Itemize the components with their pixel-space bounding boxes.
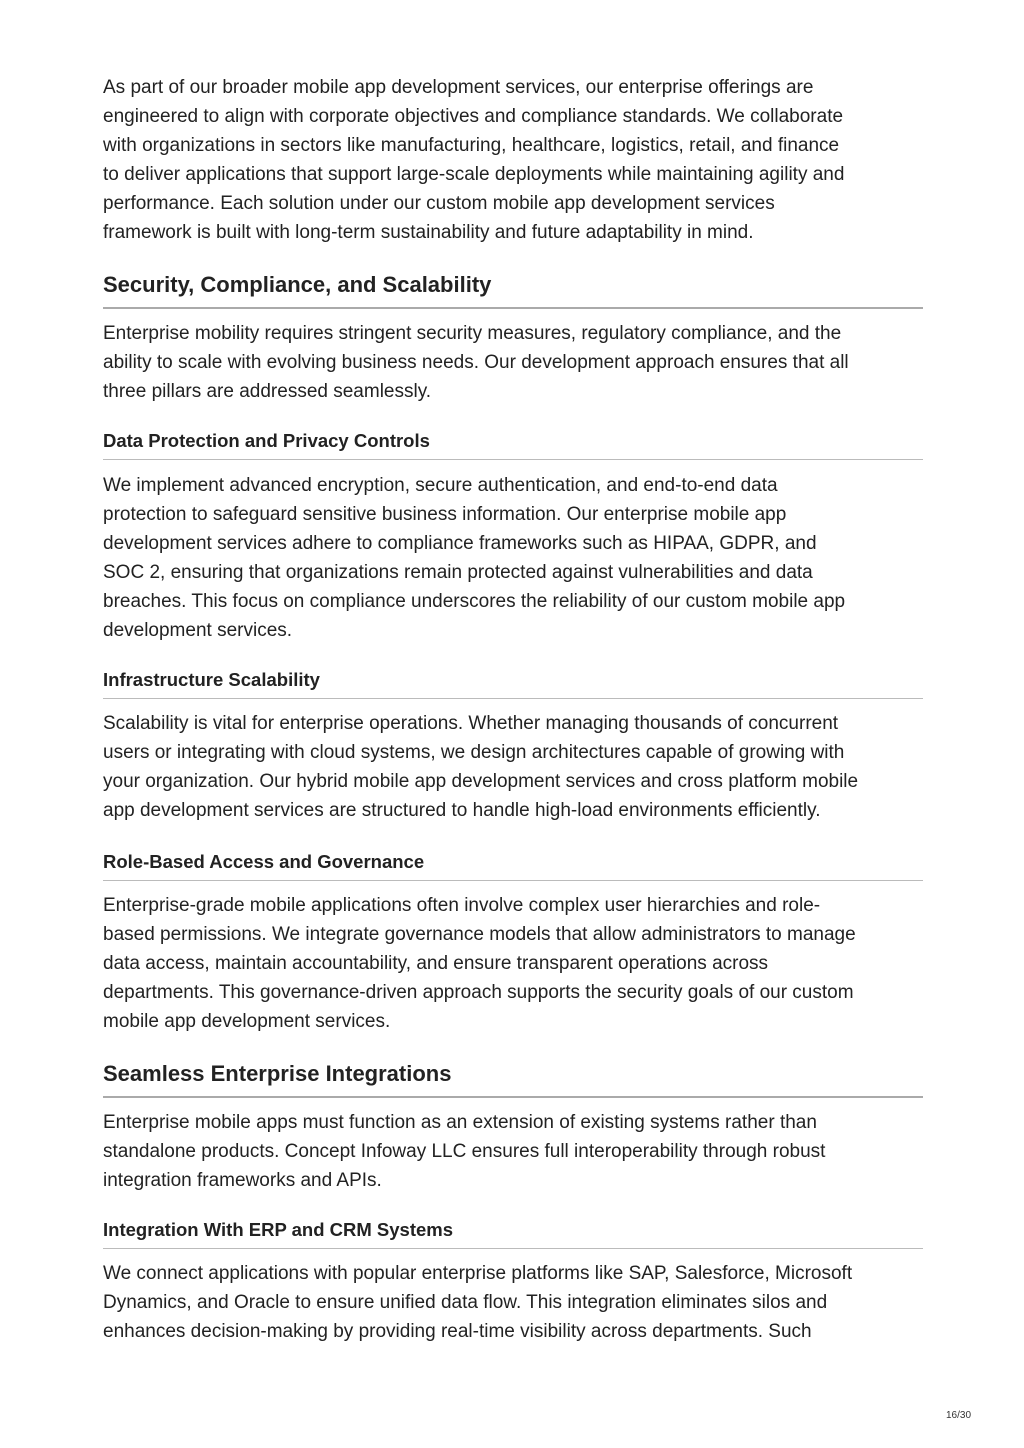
subsection-data-protection [103, 430, 923, 460]
text-line: mobile app development services. [103, 1011, 391, 1032]
section-heading: Seamless Enterprise Integrations [103, 1061, 923, 1098]
section-security [103, 272, 923, 309]
text-line: framework is built with long-term sustainability and future adaptability in mind. [103, 222, 754, 243]
section-integrations [103, 1061, 923, 1098]
intro-paragraph [103, 73, 923, 247]
text-line: Enterprise-grade mobile applications often involve complex user hierarchies and role- [103, 895, 821, 916]
subsection-heading: Data Protection and Privacy Controls [103, 430, 923, 460]
data-protection-paragraph [103, 471, 923, 645]
section-integrations-paragraph [103, 1108, 923, 1195]
subsection-heading: Integration With ERP and CRM Systems [103, 1219, 923, 1249]
erp-crm-paragraph [103, 1259, 923, 1346]
text-line: to deliver applications that support large-scale deployments while maintaining agility and [103, 164, 845, 185]
subsection-erp-crm [103, 1219, 923, 1249]
section-security-paragraph [103, 319, 923, 406]
text-line: Scalability is vital for enterprise operations. Whether managing thousands of concurrent [103, 713, 839, 734]
text-line: integration frameworks and APIs. [103, 1170, 382, 1191]
text-line: As part of our broader mobile app development services, our enterprise offerings are [103, 77, 814, 98]
subsection-heading: Infrastructure Scalability [103, 669, 923, 699]
text-line: Enterprise mobile apps must function as an extension of existing systems rather than [103, 1112, 817, 1133]
text-line: based permissions. We integrate governance models that allow administrators to manage [103, 924, 856, 945]
text-line: engineered to align with corporate objectives and compliance standards. We collaborate [103, 106, 844, 127]
section-heading: Security, Compliance, and Scalability [103, 272, 923, 309]
text-line: performance. Each solution under our custom mobile app development services [103, 193, 775, 214]
subsection-heading: Role-Based Access and Governance [103, 851, 923, 881]
infrastructure-paragraph [103, 709, 923, 825]
text-line: We implement advanced encryption, secure authentication, and end-to-end data [103, 475, 778, 496]
text-line: Dynamics, and Oracle to ensure unified data flow. This integration eliminates silos and [103, 1292, 828, 1313]
text-line: SOC 2, ensuring that organizations remain protected against vulnerabilities and data [103, 562, 813, 583]
text-line: ability to scale with evolving business needs. Our development approach ensures that all [103, 352, 849, 373]
text-line: standalone products. Concept Infoway LLC ensures full interoperability through robust [103, 1141, 826, 1162]
text-line: three pillars are addressed seamlessly. [103, 381, 432, 402]
text-line: data access, maintain accountability, and ensure transparent operations across [103, 953, 769, 974]
text-line: development services adhere to compliance frameworks such as HIPAA, GDPR, and [103, 533, 817, 554]
text-line: enhances decision-making by providing real-time visibility across departments. Such [103, 1321, 812, 1342]
subsection-role-based-access [103, 851, 923, 881]
page-number: 16/30 [946, 1410, 972, 1421]
text-line: your organization. Our hybrid mobile app development services and cross platform mobile [103, 771, 859, 792]
text-line: Enterprise mobility requires stringent security measures, regulatory compliance, and the [103, 323, 842, 344]
text-line: development services. [103, 620, 293, 641]
text-line: protection to safeguard sensitive business information. Our enterprise mobile app [103, 504, 787, 525]
subsection-infrastructure [103, 669, 923, 699]
text-line: users or integrating with cloud systems, we design architectures capable of growing with [103, 742, 845, 763]
text-line: We connect applications with popular enterprise platforms like SAP, Salesforce, Microsoft [103, 1263, 853, 1284]
text-line: departments. This governance-driven approach supports the security goals of our custom [103, 982, 854, 1003]
text-line: with organizations in sectors like manufacturing, healthcare, logistics, retail, and finance [103, 135, 840, 156]
text-line: breaches. This focus on compliance underscores the reliability of our custom mobile app [103, 591, 846, 612]
role-based-access-paragraph [103, 891, 923, 1036]
text-line: app development services are structured to handle high-load environments efficiently. [103, 800, 821, 821]
